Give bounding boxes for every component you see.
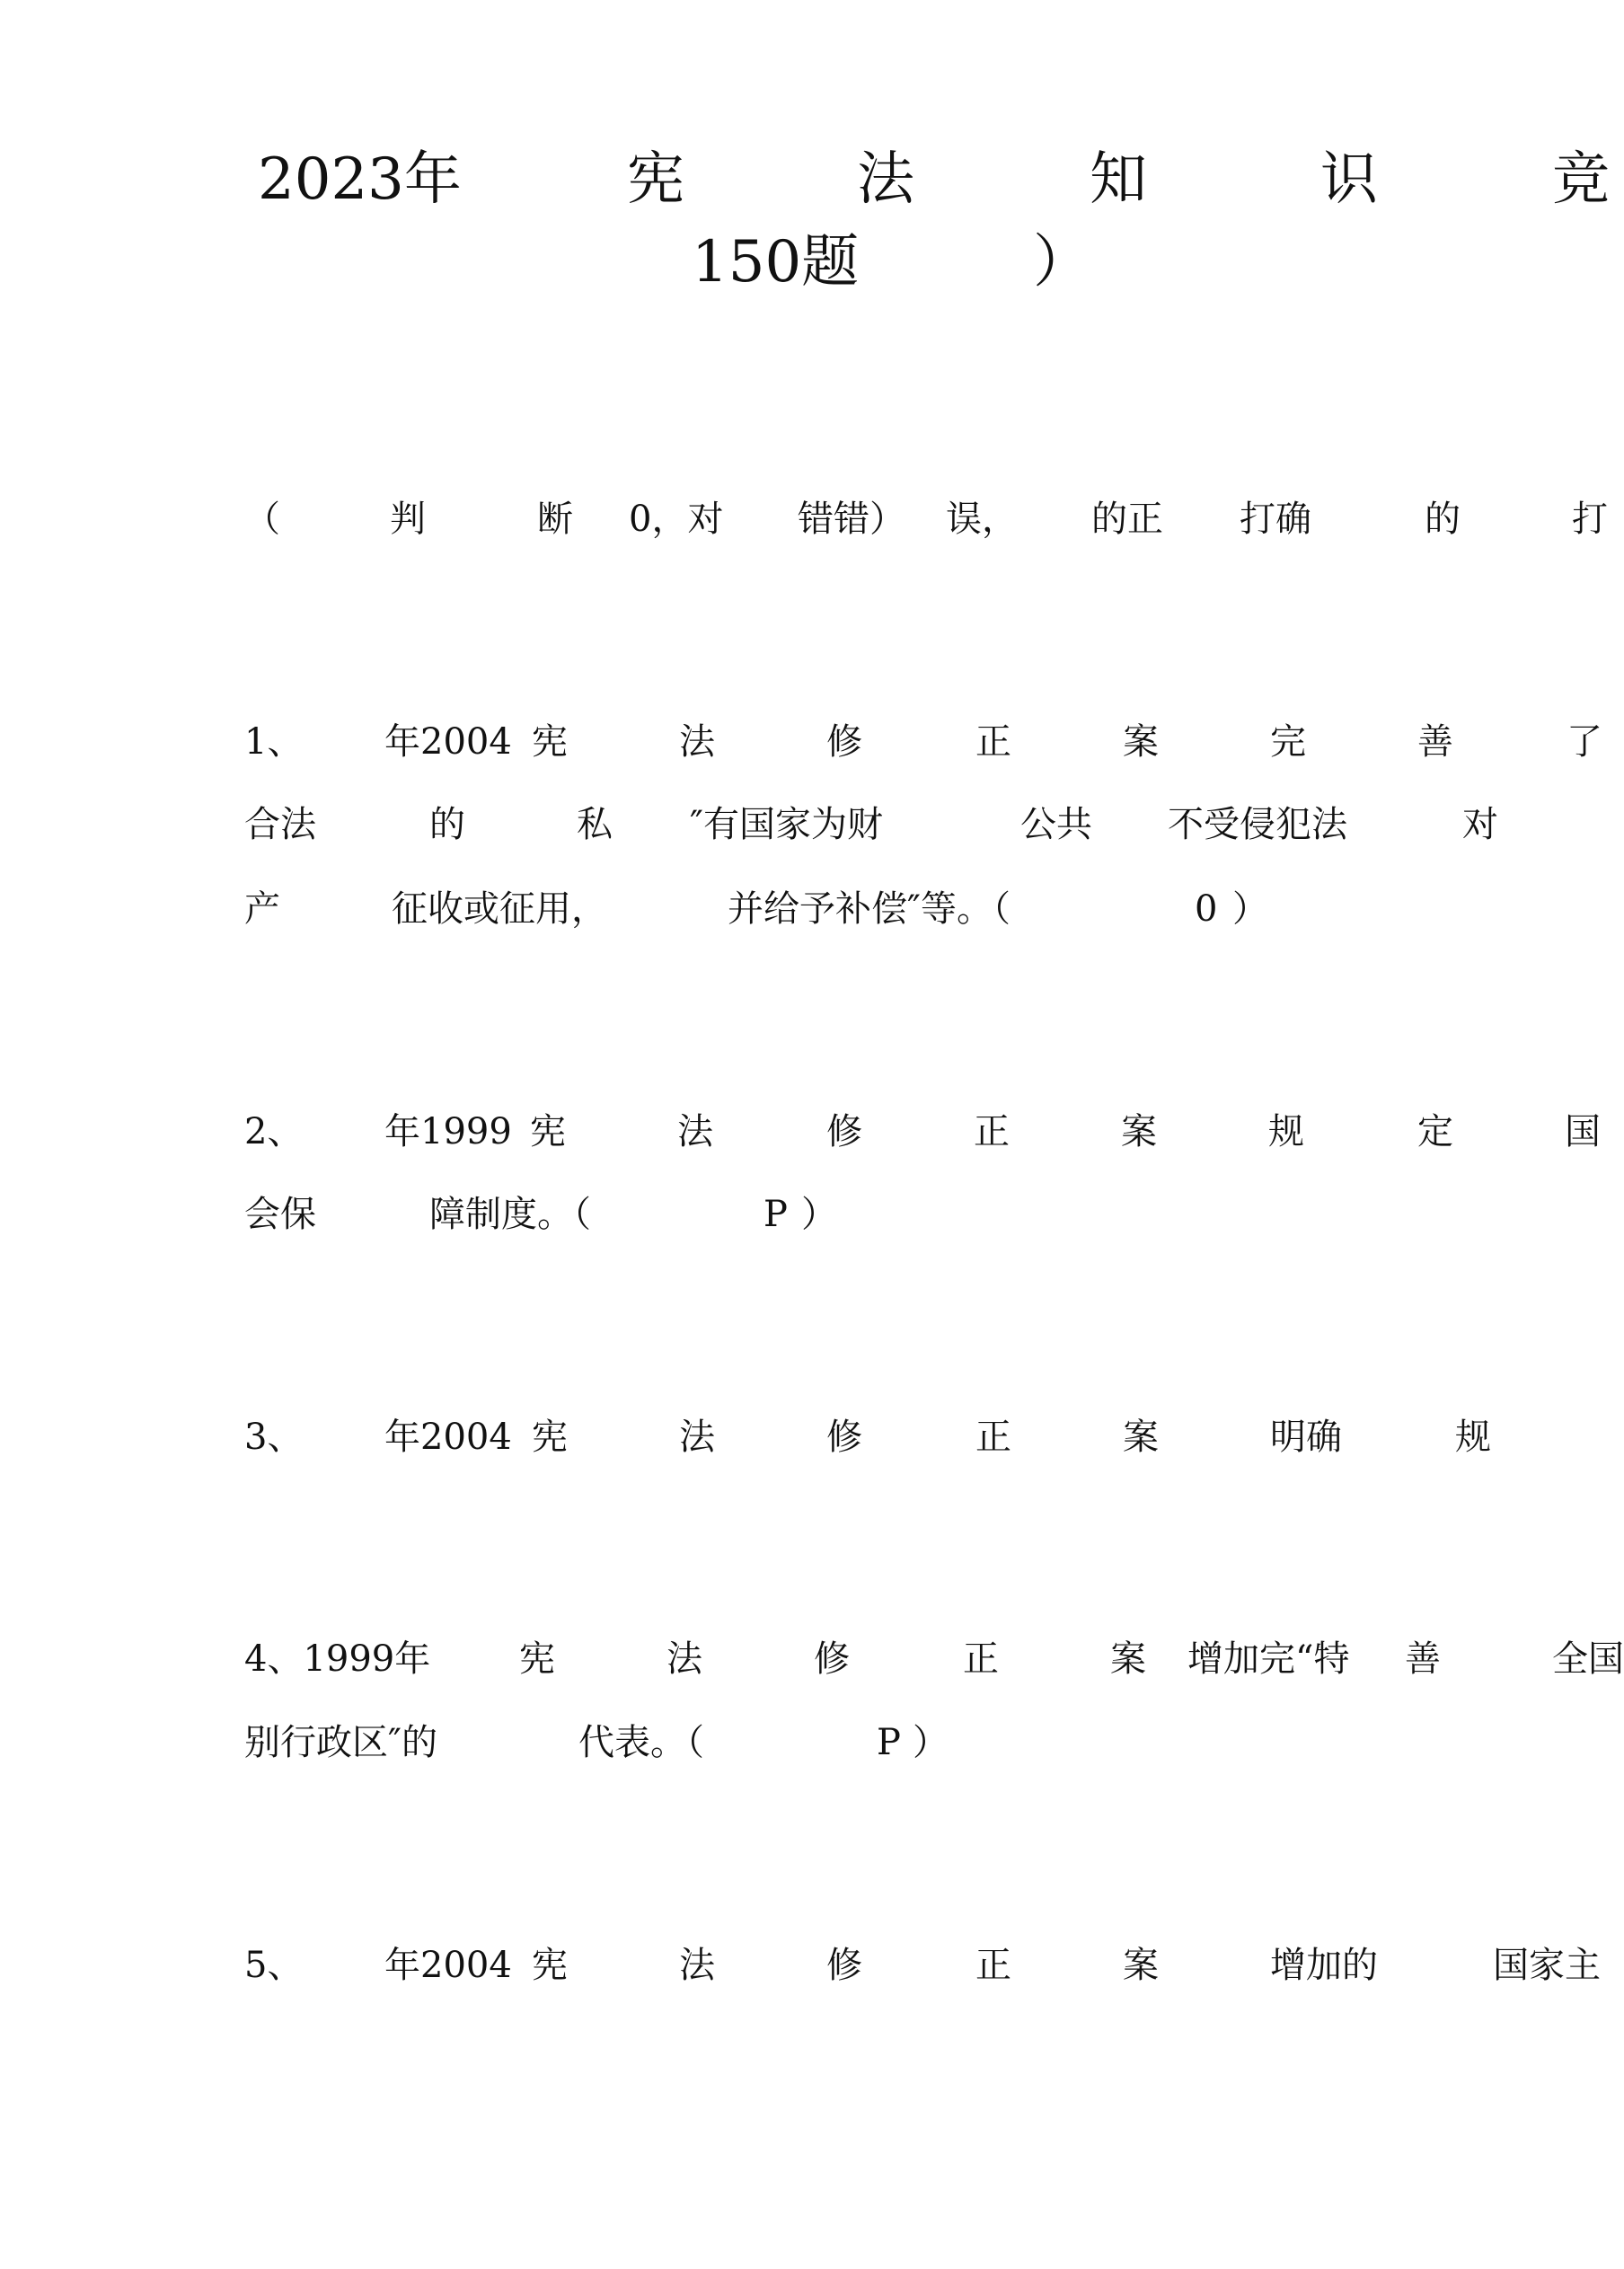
question-text-segment: 年2004 (384, 721, 512, 763)
question-text-segment: 案 (1123, 1417, 1159, 1458)
question-text-segment: 私 (577, 804, 613, 845)
question-text-segment: 善 (1405, 1638, 1441, 1680)
question-text-segment: 征收或征用， (392, 888, 607, 930)
question-text-segment: 善 (1417, 721, 1453, 763)
question-2-line-1 (0, 1111, 1604, 1159)
question-text-segment: 代表。（ (578, 1722, 704, 1763)
question-text-segment: ） (913, 1722, 949, 1763)
instruction-segment: 的正 (1091, 499, 1163, 540)
question-text-segment: 对 (1462, 804, 1498, 845)
question-text-segment: 修 (826, 1417, 862, 1458)
question-text-segment: 全国 (1552, 1638, 1624, 1680)
question-text-segment: 修 (826, 1111, 862, 1152)
document-title-line-1 (0, 146, 1610, 214)
question-4-line-2 (0, 1722, 1604, 1770)
question-text-segment: 合法 (244, 804, 316, 845)
document-title-line-2 (0, 229, 1604, 296)
question-text-segment: 法 (679, 1945, 715, 1986)
question-text-segment: 宪 (532, 1945, 568, 1986)
question-text-segment: 障制度。（ (429, 1194, 591, 1235)
title-segment: 竞 (1552, 146, 1610, 213)
question-text-segment: 定 (1417, 1111, 1453, 1152)
question-text-segment: 案 (1110, 1638, 1146, 1680)
question-text-segment: 国 (1565, 1111, 1601, 1152)
question-text-segment: 案 (1123, 721, 1159, 763)
title-segment: 2023年 (258, 146, 462, 213)
question-text-segment: 法 (679, 1417, 715, 1458)
question-text-segment: 修 (826, 1945, 862, 1986)
instruction-segment: 错错） (798, 499, 905, 540)
question-text-segment: ） (801, 1194, 837, 1235)
answer-value: P (877, 1722, 901, 1763)
question-text-segment: 案 (1123, 1945, 1159, 1986)
instruction-segment: （ (244, 499, 280, 540)
question-text-segment: 了 (1567, 721, 1602, 763)
question-text-segment: 别行政区″的 (244, 1722, 437, 1763)
instruction-segment: 打确 (1240, 499, 1311, 540)
question-number: 3、 (244, 1417, 304, 1458)
question-number: 4、1999年 (244, 1638, 431, 1680)
question-text-segment: 明确 (1270, 1417, 1342, 1458)
question-text-segment: 案 (1121, 1111, 1157, 1152)
instruction-segment: 的 (1425, 499, 1461, 540)
question-text-segment: 正 (963, 1638, 999, 1680)
question-text-segment: 规 (1455, 1417, 1491, 1458)
question-1-line-2 (0, 804, 1604, 852)
instruction-segment: 打 (1572, 499, 1608, 540)
question-text-segment: 国家主 (1493, 1945, 1601, 1986)
question-text-segment: 法 (677, 1111, 713, 1152)
title-segment: 识 (1320, 146, 1378, 213)
question-3-line-1 (0, 1419, 1604, 1464)
title-segment: 知 (1090, 146, 1147, 213)
question-text-segment: 增加的 (1270, 1945, 1378, 1986)
question-4-line-1 (0, 1638, 1624, 1686)
question-text-segment: 宪 (532, 721, 568, 763)
instruction-segment: 判 (390, 499, 426, 540)
question-text-segment: 年2004 (384, 1417, 512, 1458)
question-text-segment: 的 (429, 804, 465, 845)
answer-value: 0 (1195, 888, 1218, 930)
question-number: 2、 (244, 1111, 304, 1152)
question-text-segment: 修 (826, 721, 862, 763)
question-text-segment: 宪 (532, 1417, 568, 1458)
question-text-segment: 完 (1270, 721, 1306, 763)
question-text-segment: 正 (975, 721, 1011, 763)
question-5-line-1 (0, 1947, 1604, 1992)
instruction-segment: 断 (537, 499, 573, 540)
question-text-segment: 规 (1268, 1111, 1304, 1152)
question-text-segment: 宪 (519, 1638, 555, 1680)
question-text-segment: 法 (666, 1638, 702, 1680)
answer-value: P (763, 1194, 788, 1235)
question-1-line-3 (0, 888, 1604, 936)
question-text-segment: 增加完“特 (1187, 1638, 1350, 1680)
title-segment: 法 (857, 146, 914, 213)
question-text-segment: 不受侵犯法 (1168, 804, 1347, 845)
question-text-segment: 并给予补偿″等。（ (728, 888, 1011, 930)
question-text-segment: 年1999 (384, 1111, 512, 1152)
question-text-segment: 正 (975, 1945, 1011, 1986)
question-text-segment: 会保 (244, 1194, 316, 1235)
title-segment: 宪 (627, 146, 684, 213)
question-text-segment: 法 (679, 721, 715, 763)
question-2-line-2 (0, 1196, 1604, 1241)
question-text-segment: ″有国家为财 (690, 804, 883, 845)
question-1-line-1 (0, 721, 1604, 769)
title-segment: 150题 (692, 229, 860, 296)
question-text-segment: 宪 (530, 1111, 566, 1152)
question-text-segment: 公共 (1020, 804, 1092, 845)
question-number: 1、 (244, 721, 304, 763)
instruction-line (0, 499, 1608, 546)
question-text-segment: 产 (244, 888, 280, 930)
title-segment: ） (1033, 229, 1090, 296)
instruction-segment: 0，对 (629, 499, 724, 540)
question-text-segment: 修 (814, 1638, 850, 1680)
question-text-segment: 年2004 (384, 1945, 512, 1986)
instruction-segment: 误， (946, 499, 1018, 540)
question-text-segment: 正 (975, 1417, 1011, 1458)
question-text-segment: ） (1232, 888, 1268, 930)
question-text-segment: 正 (974, 1111, 1010, 1152)
question-number: 5、 (244, 1945, 304, 1986)
